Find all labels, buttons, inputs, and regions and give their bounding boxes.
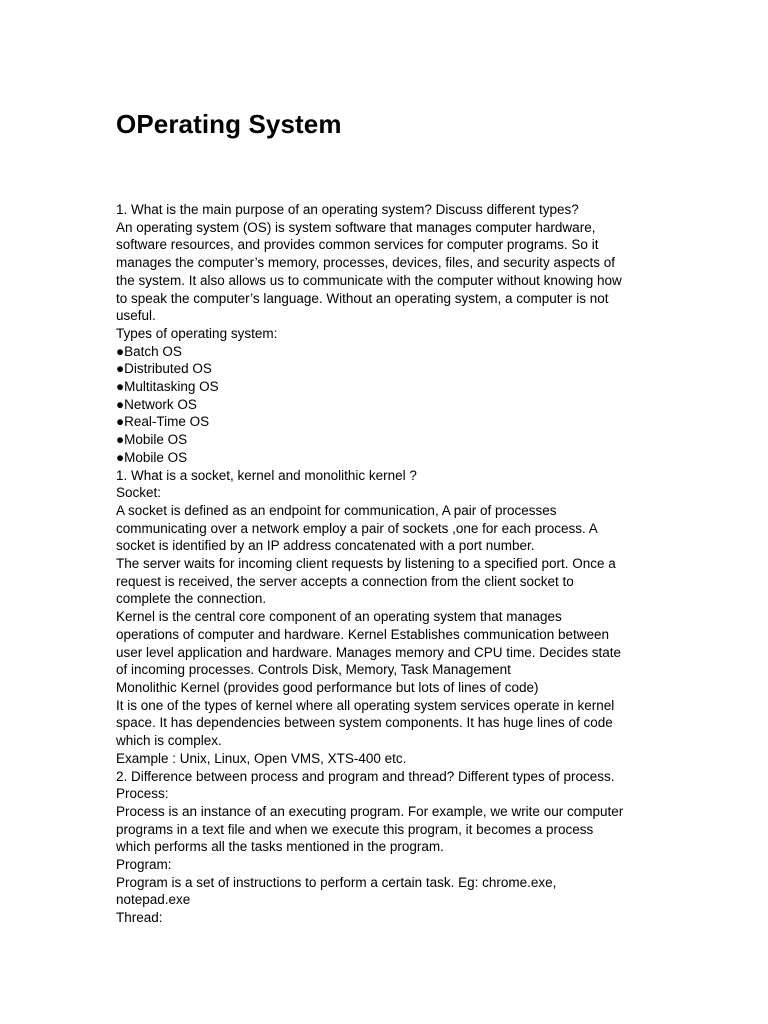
document-line: Program: — [116, 857, 172, 873]
document-line: notepad.exe — [116, 892, 191, 908]
document-line: Types of operating system: — [116, 325, 278, 341]
document-line: ●Distributed OS — [116, 361, 212, 377]
document-line: which performs all the tasks mentioned in the program. — [116, 839, 444, 855]
document-line: programs in a text file and when we execute this program, it becomes a process — [116, 821, 594, 837]
document-line: Kernel is the central core component of an operating system that manages — [116, 609, 562, 625]
document-line: Program is a set of instructions to perform a certain task. Eg: chrome.exe, — [116, 874, 557, 890]
document-line: complete the connection. — [116, 591, 267, 607]
document-line: the system. It also allows us to communicate with the computer without knowing how — [116, 272, 622, 288]
document-line: communicating over a network employ a pair of sockets ,one for each process. A — [116, 520, 598, 536]
document-line: user level application and hardware. Manages memory and CPU time. Decides state — [116, 644, 621, 660]
document-line: An operating system (OS) is system software that manages computer hardware, — [116, 219, 596, 235]
document-line: ●Multitasking OS — [116, 379, 219, 395]
document-line: It is one of the types of kernel where all operating system services operate in kernel — [116, 697, 615, 713]
document-line: ●Real-Time OS — [116, 414, 210, 430]
document-line: Process is an instance of an executing program. For example, we write our computer — [116, 803, 624, 819]
document-line: A socket is defined as an endpoint for communication, A pair of processes — [116, 502, 557, 518]
document-line: which is complex. — [116, 733, 222, 749]
document-line: socket is identified by an IP address concatenated with a port number. — [116, 538, 535, 554]
document-line: 1. What is a socket, kernel and monolithic kernel ? — [116, 467, 417, 483]
page-title: OPerating System — [116, 109, 342, 139]
document-line: useful. — [116, 308, 156, 324]
document-line: Process: — [116, 786, 169, 802]
document-line: manages the computer’s memory, processes, devices, files, and security aspects of — [116, 255, 615, 271]
document-body — [116, 201, 661, 927]
document-line: ●Mobile OS — [116, 449, 188, 465]
document-line: ●Mobile OS — [116, 432, 188, 448]
document-line: 1. What is the main purpose of an operating system? Discuss different types? — [116, 202, 579, 217]
document-line: of incoming processes. Controls Disk, Memory, Task Management — [116, 662, 511, 678]
document-line: request is received, the server accepts a connection from the client socket to — [116, 573, 574, 589]
document-line: to speak the computer’s language. Without an operating system, a computer is not — [116, 290, 609, 306]
document-line: The server waits for incoming client requests by listening to a specified port. Once a — [116, 556, 616, 572]
document-line: ●Batch OS — [116, 343, 182, 359]
document-line: ●Network OS — [116, 396, 197, 412]
document-line: 2. Difference between process and program and thread? Different types of process. — [116, 768, 615, 784]
document-line: operations of computer and hardware. Kernel Establishes communication between — [116, 626, 610, 642]
document-line: Monolithic Kernel (provides good performance but lots of lines of code) — [116, 679, 539, 695]
document-line: software resources, and provides common services for computer programs. So it — [116, 237, 599, 253]
document-line: space. It has dependencies between system components. It has huge lines of code — [116, 715, 613, 731]
document-line: Thread: — [116, 910, 163, 926]
document-line: Socket: — [116, 485, 162, 501]
document-line: Example : Unix, Linux, Open VMS, XTS-400 etc. — [116, 750, 407, 766]
